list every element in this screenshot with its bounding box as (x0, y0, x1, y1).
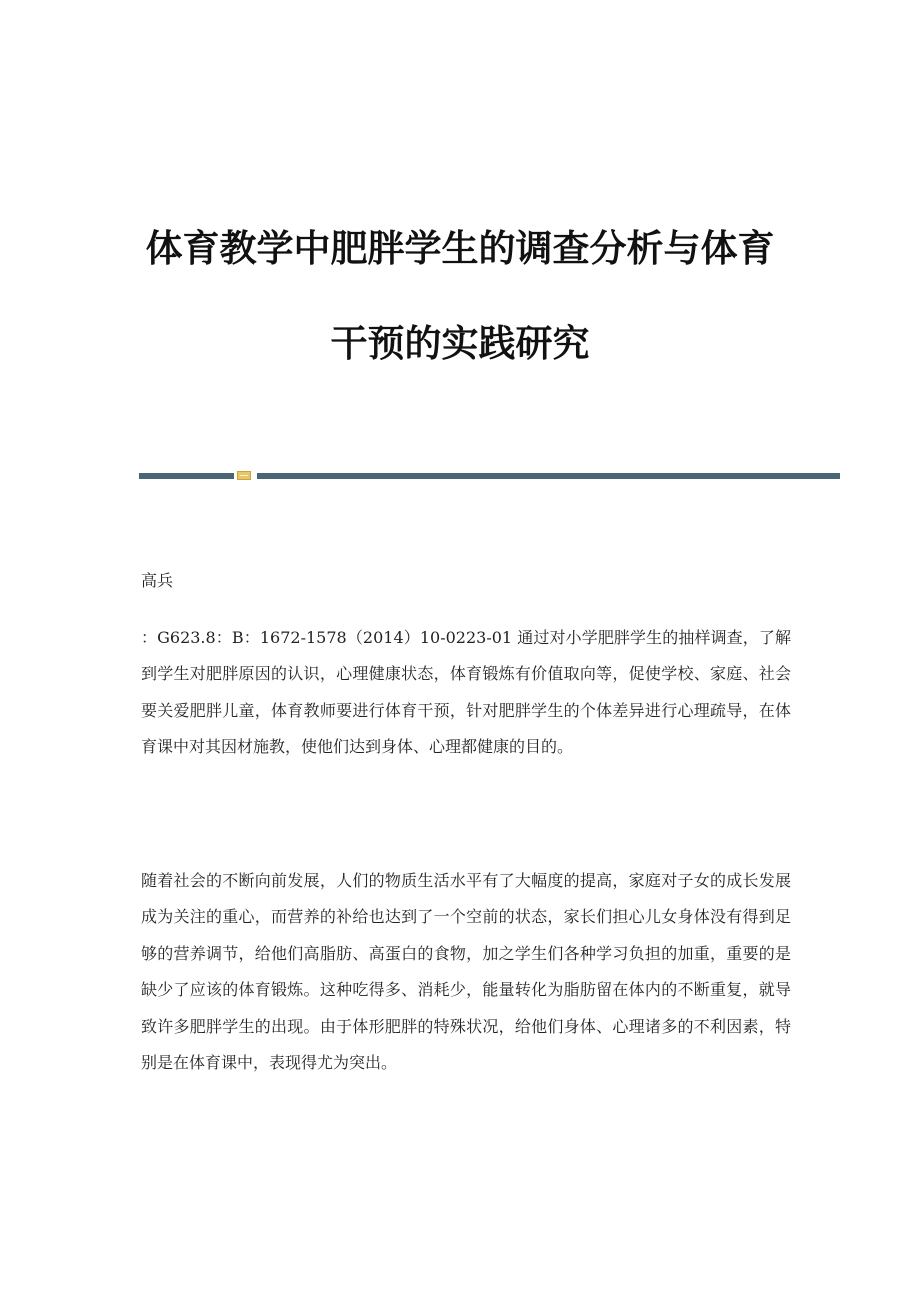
author-name: 高兵 (141, 571, 174, 590)
divider-ornament-icon (237, 471, 251, 480)
body-paragraph: 随着社会的不断向前发展，人们的物质生活水平有了大幅度的提高，家庭对子女的成长发展成为关注的重心，而营养的补给也达到了一个空前的状态，家长们担心儿女身体没有得到足够的营养调节，给他们高脂肪、高蛋白的食物，加之学生们各种学习负担的加重，重要的是缺少了应该的体育锻炼。这种吃得多、消耗少，能量转化为脂肪留在体内的不断重复，就导致许多肥胖学生的出现。由于体形肥胖的特殊状况，给他们身体、心理诸多的不利因素，特别是在体育课中，表现得尤为突出。 (141, 871, 791, 1073)
title-divider (139, 471, 840, 480)
document-title-line-1: 体育教学中肥胖学生的调查分析与体育 (145, 227, 775, 270)
divider-bar-right (257, 473, 840, 479)
abstract-paragraph: ：G623.8：B：1672-1578（2014）10-0223-01 通过对小学肥胖学生的抽样调查，了解到学生对肥胖原因的认识，心理健康状态，体育锻炼有价值取向等，促使学校、家庭、社会要关爱肥胖儿童，体育教师要进行体育干预，针对肥胖学生的个体差异进行心理疏导，在体育课中对其因材施教，使他们达到身体、心理都健康的目的。 (141, 628, 791, 757)
document-title-line-2: 干预的实践研究 (330, 322, 590, 365)
divider-bar-left (139, 473, 234, 479)
